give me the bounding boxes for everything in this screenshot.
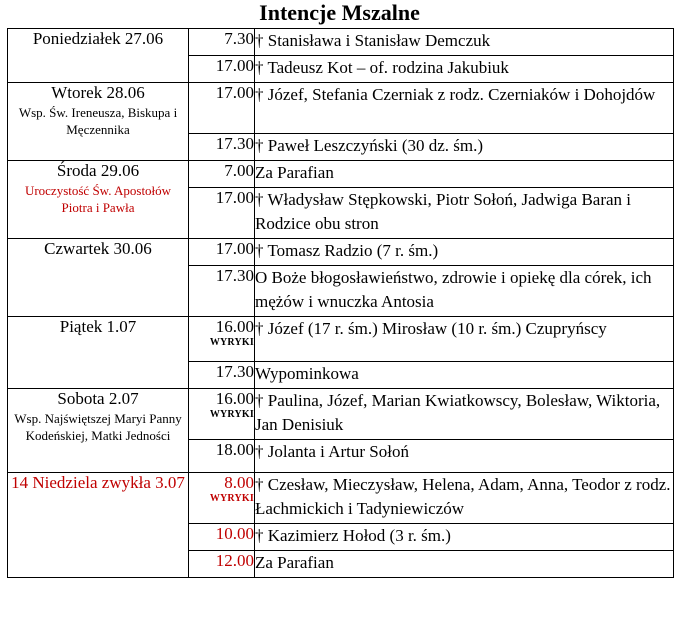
mass-time: 12.00 — [189, 551, 255, 578]
mass-intent: † Stanisława i Stanisław Demczuk — [255, 29, 674, 56]
mass-intent: † Tadeusz Kot – of. rodzina Jakubiuk — [255, 56, 674, 83]
table-row — [8, 239, 674, 266]
mass-time: 18.00 — [189, 440, 255, 473]
location-tag: WYRYKI — [209, 493, 254, 504]
day-cell-tuesday — [8, 83, 189, 161]
mass-intent: † Paweł Leszczyński (30 dz. śm.) — [255, 134, 674, 161]
location-tag: WYRYKI — [209, 337, 254, 348]
day-cell-monday — [8, 29, 189, 83]
mass-time: 10.00 — [189, 524, 255, 551]
day-note: Wsp. Najświętszej Maryi Panny Kodeńskiej, Matki Jedności — [14, 411, 182, 443]
table-row — [8, 473, 674, 524]
day-name: Czwartek 30.06 — [44, 239, 152, 258]
table-row — [8, 83, 674, 134]
mass-time: 17.30 — [189, 362, 255, 389]
mass-time: 17.00 — [189, 188, 255, 239]
mass-intent: O Boże błogosławieństwo, zdrowie i opiekę dla córek, ich mężów i wnuczka Antosia — [255, 266, 674, 317]
mass-intent: † Jolanta i Artur Sołoń — [255, 440, 674, 473]
mass-intent: † Władysław Stępkowski, Piotr Sołoń, Jadwiga Baran i Rodzice obu stron — [255, 188, 674, 239]
mass-intent: † Józef, Stefania Czerniak z rodz. Czerniaków i Dohojdów — [255, 83, 674, 134]
day-cell-saturday — [8, 389, 189, 473]
day-name: Wtorek 28.06 — [51, 83, 145, 102]
mass-intent: † Józef (17 r. śm.) Mirosław (10 r. śm.) Czupryńscy — [255, 317, 674, 362]
day-cell-friday — [8, 317, 189, 389]
day-name: Sobota 2.07 — [57, 389, 139, 408]
mass-time: 17.30 — [189, 134, 255, 161]
mass-time: 8.00 WYRYKI — [189, 473, 255, 524]
table-row — [8, 29, 674, 56]
mass-time: 7.30 — [189, 29, 255, 56]
day-note: Wsp. Św. Ireneusza, Biskupa i Męczennika — [18, 105, 178, 137]
mass-time: 17.00 — [189, 56, 255, 83]
mass-intentions-table — [7, 28, 674, 578]
day-note: Uroczystość Św. Apostołów Piotra i Pawła — [24, 183, 172, 215]
table-row — [8, 317, 674, 362]
day-cell-sunday — [8, 473, 189, 578]
mass-intent: Wypominkowa — [255, 362, 674, 389]
mass-intent: † Kazimierz Hołod (3 r. śm.) — [255, 524, 674, 551]
mass-time: 17.30 — [189, 266, 255, 317]
mass-intent: Za Parafian — [255, 161, 674, 188]
day-name: Środa 29.06 — [56, 161, 140, 180]
mass-time: 17.00 — [189, 83, 255, 134]
table-row — [8, 161, 674, 188]
mass-time: 16.00 WYRYKI — [189, 317, 255, 362]
day-cell-wednesday — [8, 161, 189, 239]
location-tag: WYRYKI — [209, 409, 254, 420]
day-name: Piątek 1.07 — [59, 317, 137, 336]
table-row — [8, 389, 674, 440]
mass-intent: † Czesław, Mieczysław, Helena, Adam, Anna, Teodor z rodz. Łachmickich i Tadyniewiczów — [255, 473, 674, 524]
day-cell-thursday — [8, 239, 189, 317]
day-name: 14 Niedziela zwykła 3.07 — [11, 473, 185, 492]
day-name: Poniedziałek 27.06 — [32, 29, 164, 48]
mass-time: 16.00 WYRYKI — [189, 389, 255, 440]
mass-time: 17.00 — [189, 239, 255, 266]
mass-intent: Za Parafian — [255, 551, 674, 578]
page-title: Intencje Mszalne — [259, 0, 420, 25]
mass-time: 7.00 — [189, 161, 255, 188]
mass-intent: † Tomasz Radzio (7 r. śm.) — [255, 239, 674, 266]
mass-intent: † Paulina, Józef, Marian Kwiatkowscy, Bolesław, Wiktoria, Jan Denisiuk — [255, 389, 674, 440]
